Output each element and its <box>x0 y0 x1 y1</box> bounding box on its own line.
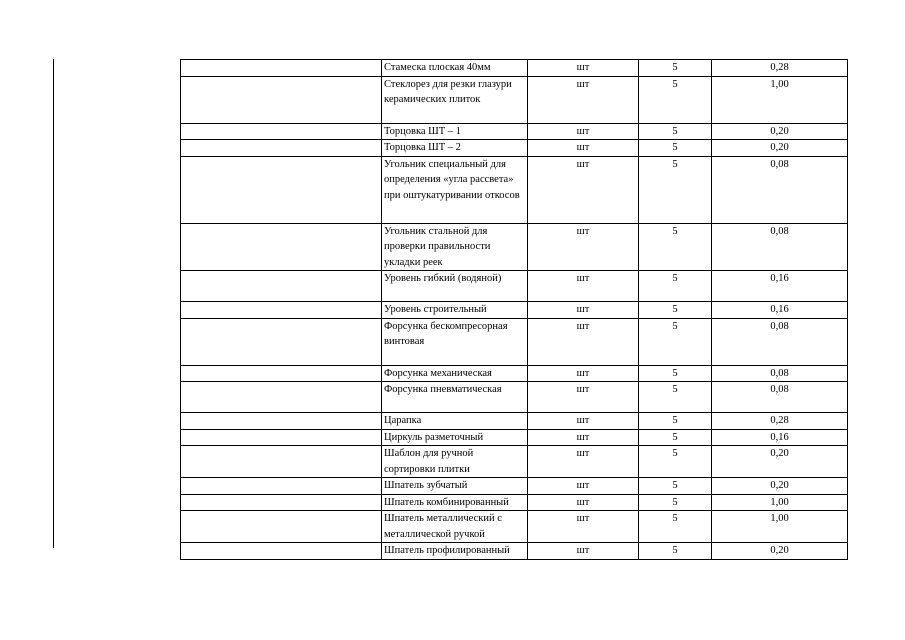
item-unit: шт <box>528 140 639 157</box>
item-unit: шт <box>528 123 639 140</box>
item-qty: 5 <box>639 543 712 560</box>
item-unit: шт <box>528 494 639 511</box>
item-norm: 0,20 <box>712 140 848 157</box>
blank-cell <box>181 302 382 319</box>
blank-cell <box>181 140 382 157</box>
blank-cell <box>181 271 382 302</box>
item-unit: шт <box>528 223 639 271</box>
blank-cell <box>181 223 382 271</box>
item-name: Шпатель профилированный <box>382 543 528 560</box>
table-row <box>181 156 848 223</box>
blank-cell <box>181 494 382 511</box>
table-row <box>181 302 848 319</box>
page-margin-line <box>53 59 54 548</box>
item-norm: 0,16 <box>712 271 848 302</box>
item-qty: 5 <box>639 123 712 140</box>
blank-cell <box>181 60 382 77</box>
blank-cell <box>181 365 382 382</box>
blank-cell <box>181 543 382 560</box>
item-norm: 0,08 <box>712 223 848 271</box>
item-name: Шпатель комбинированный <box>382 494 528 511</box>
table-row <box>181 140 848 157</box>
item-norm: 0,20 <box>712 446 848 478</box>
table-row <box>181 365 848 382</box>
item-name: Форсунка бескомпресорная винтовая <box>382 318 528 365</box>
item-qty: 5 <box>639 365 712 382</box>
item-qty: 5 <box>639 76 712 123</box>
item-name: Стеклорез для резки глазури керамических плиток <box>382 76 528 123</box>
item-unit: шт <box>528 271 639 302</box>
item-qty: 5 <box>639 511 712 543</box>
table-row <box>181 494 848 511</box>
table-row <box>181 223 848 271</box>
item-norm: 1,00 <box>712 511 848 543</box>
item-unit: шт <box>528 446 639 478</box>
table-row <box>181 429 848 446</box>
item-norm: 1,00 <box>712 76 848 123</box>
table-row <box>181 543 848 560</box>
tools-table <box>180 59 848 560</box>
item-norm: 0,08 <box>712 365 848 382</box>
table-row <box>181 76 848 123</box>
blank-cell <box>181 413 382 430</box>
item-name: Стамеска плоская 40мм <box>382 60 528 77</box>
item-unit: шт <box>528 60 639 77</box>
item-name: Форсунка пневматическая <box>382 382 528 413</box>
blank-cell <box>181 478 382 495</box>
table-row <box>181 318 848 365</box>
item-norm: 0,28 <box>712 60 848 77</box>
item-qty: 5 <box>639 60 712 77</box>
item-qty: 5 <box>639 302 712 319</box>
item-norm: 0,08 <box>712 382 848 413</box>
item-unit: шт <box>528 382 639 413</box>
item-unit: шт <box>528 156 639 223</box>
item-qty: 5 <box>639 382 712 413</box>
item-name: Шаблон для ручной сортировки плитки <box>382 446 528 478</box>
blank-cell <box>181 511 382 543</box>
item-name: Торцовка ШТ – 1 <box>382 123 528 140</box>
blank-cell <box>181 429 382 446</box>
item-name: Торцовка ШТ – 2 <box>382 140 528 157</box>
blank-cell <box>181 318 382 365</box>
item-norm: 1,00 <box>712 494 848 511</box>
blank-cell <box>181 446 382 478</box>
item-name: Форсунка механическая <box>382 365 528 382</box>
item-unit: шт <box>528 365 639 382</box>
item-norm: 0,20 <box>712 123 848 140</box>
item-name: Шпатель металлический с металлической ручкой <box>382 511 528 543</box>
blank-cell <box>181 382 382 413</box>
item-qty: 5 <box>639 271 712 302</box>
item-qty: 5 <box>639 494 712 511</box>
item-name: Шпатель зубчатый <box>382 478 528 495</box>
item-qty: 5 <box>639 156 712 223</box>
table-row <box>181 271 848 302</box>
table-row <box>181 382 848 413</box>
item-name: Уровень строительный <box>382 302 528 319</box>
item-unit: шт <box>528 318 639 365</box>
item-norm: 0,16 <box>712 429 848 446</box>
table-row <box>181 478 848 495</box>
item-qty: 5 <box>639 478 712 495</box>
item-name: Царапка <box>382 413 528 430</box>
item-norm: 0,20 <box>712 543 848 560</box>
item-norm: 0,08 <box>712 156 848 223</box>
blank-cell <box>181 123 382 140</box>
item-norm: 0,16 <box>712 302 848 319</box>
item-unit: шт <box>528 478 639 495</box>
table-row <box>181 123 848 140</box>
item-name: Уровень гибкий (водяной) <box>382 271 528 302</box>
table-row <box>181 511 848 543</box>
item-unit: шт <box>528 413 639 430</box>
table-row <box>181 60 848 77</box>
item-qty: 5 <box>639 429 712 446</box>
item-qty: 5 <box>639 140 712 157</box>
item-norm: 0,20 <box>712 478 848 495</box>
item-qty: 5 <box>639 223 712 271</box>
item-qty: 5 <box>639 318 712 365</box>
item-unit: шт <box>528 543 639 560</box>
table-row <box>181 413 848 430</box>
item-qty: 5 <box>639 446 712 478</box>
item-name: Угольник стальной для проверки правильности укладки реек <box>382 223 528 271</box>
item-unit: шт <box>528 429 639 446</box>
item-unit: шт <box>528 76 639 123</box>
table-row <box>181 446 848 478</box>
blank-cell <box>181 76 382 123</box>
item-unit: шт <box>528 302 639 319</box>
item-norm: 0,08 <box>712 318 848 365</box>
blank-cell <box>181 156 382 223</box>
item-qty: 5 <box>639 413 712 430</box>
item-norm: 0,28 <box>712 413 848 430</box>
item-unit: шт <box>528 511 639 543</box>
item-name: Циркуль разметочный <box>382 429 528 446</box>
item-name: Угольник специальный для определения «угла рассвета» при оштукатуривании откосов <box>382 156 528 223</box>
